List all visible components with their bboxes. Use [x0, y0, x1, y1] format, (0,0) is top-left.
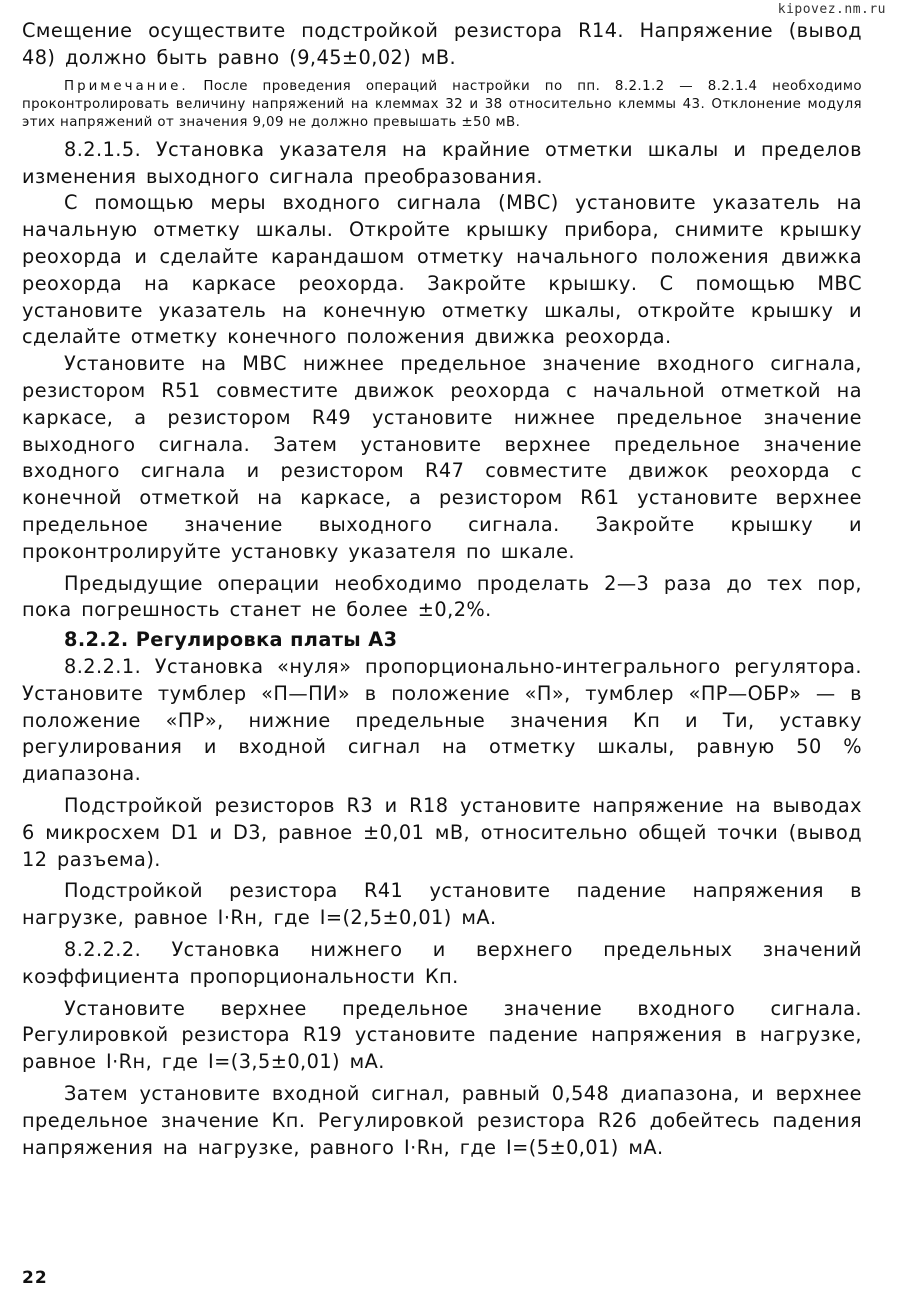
paragraph-8-2-2-1: 8.2.2.1. Установка «нуля» пропорционально-интегрального регулятора. Установите тумблер «П—ПИ» в положение «П», тумблер «ПР—ОБР» — в положение «ПР», нижние предельные значения Кп и Ти, уставку регулирования и входной сигнал на отметку шкалы, равную 50 % диапазона. [22, 654, 862, 786]
watermark: kipovez.nm.ru [777, 2, 886, 17]
paragraph-offset-adjustment: Смещение осуществите подстройкой резистора R14. Напряжение (вывод 48) должно быть равно (9,45±0,02) мВ. [22, 19, 862, 69]
section-heading-8-2-2: 8.2.2. Регулировка платы А3 [64, 628, 398, 652]
paragraph-r26: Затем установите входной сигнал, равный 0,548 диапазона, и верхнее предельное значение Кп. Регулировкой резистора R26 добейтесь падения напряжения на нагрузке, равного I·Rн, где I=(5±0,01) мА. [22, 1081, 862, 1159]
paragraph-repeat-operations: Предыдущие операции необходимо проделать 2—3 раза до тех пор, пока погрешность станет не более ±0,2%. [22, 571, 862, 622]
paragraph-8-2-1-5: 8.2.1.5. Установка указателя на крайние отметки шкалы и пределов изменения выходного сигнала преобразования. [22, 137, 862, 188]
paragraph-r41: Подстройкой резистора R41 установите падение напряжения в нагрузке, равное I·Rн, где I=(2,5±0,01) мА. [22, 879, 862, 930]
note-text: После проведения операций настройки по пп. 8.2.1.2 — 8.2.1.4 необходимо проконтролировать величину напряжений на клеммах 32 и 38 относительно клеммы 43. Отклонение модуля этих напряжений от значения 9,09 не должно превышать ±50 мВ. [22, 78, 862, 131]
note-lead: Примечание. [64, 78, 189, 94]
paragraph-mvs-scale-marks: С помощью меры входного сигнала (МВС) установите указатель на начальную отметку шкалы. Откройте крышку прибора, снимите крышку реохорда и сделайте карандашом отметку начального положения движка реохорда на каркасе реохорда. Закройте крышку. С помощью МВС установите указатель на конечную отметку шкалы, откройте крышку и сделайте отметку конечного положения движка реохорда. [22, 191, 862, 349]
page-number: 22 [22, 1268, 48, 1288]
paragraph-mvs-limits: Установите на МВС нижнее предельное значение входного сигнала, резистором R51 совместите движок реохорда с начальной отметкой на каркасе, а резистором R49 установите нижнее предельное значение выходного сигнала. Затем установите верхнее предельное значение входного сигнала и резистором R47 совместите движок реохорда с конечной отметкой на каркасе, а резистором R61 установите верхнее предельное значение выходного сигнала. Закройте крышку и проконтролируйте установку указателя по шкале. [22, 352, 862, 563]
note [22, 78, 862, 133]
paragraph-r3-r18: Подстройкой резисторов R3 и R18 установите напряжение на выводах 6 микросхем D1 и D3, равное ±0,01 мВ, относительно общей точки (вывод 12 разъема). [22, 793, 862, 871]
body-text [22, 18, 862, 1161]
paragraph-r19: Установите верхнее предельное значение входного сигнала. Регулировкой резистора R19 установите падение напряжения в нагрузке, равное I·Rн, где I=(3,5±0,01) мА. [22, 996, 862, 1074]
paragraph-8-2-2-2: 8.2.2.2. Установка нижнего и верхнего предельных значений коэффициента пропорциональности Кп. [22, 937, 862, 988]
